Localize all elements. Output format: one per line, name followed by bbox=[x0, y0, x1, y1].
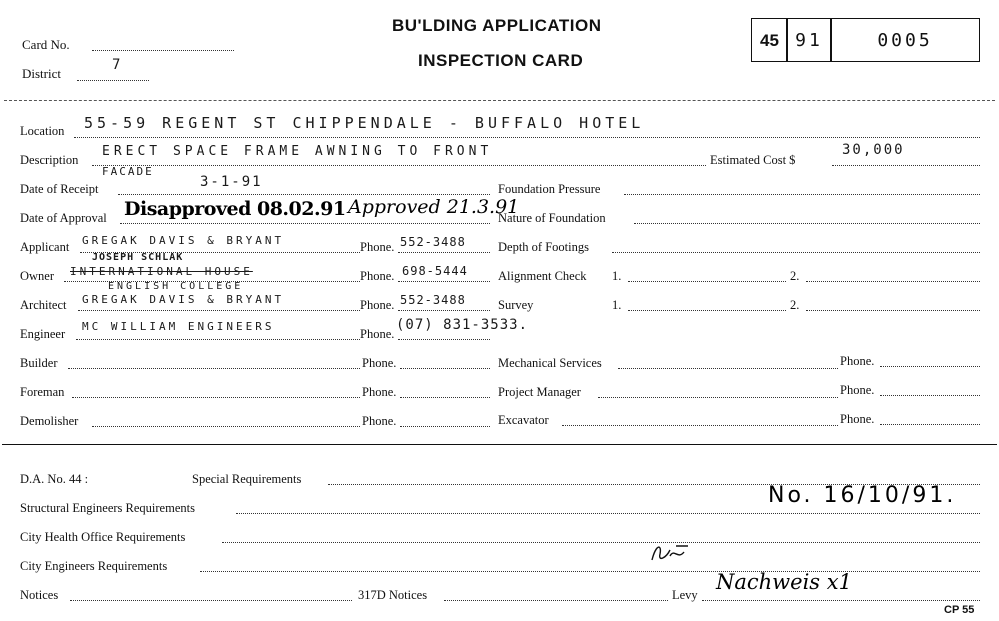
number-box-3: 0005 bbox=[830, 18, 980, 62]
section-divider bbox=[2, 444, 997, 445]
description-value: ERECT SPACE FRAME AWNING TO FRONT bbox=[102, 144, 493, 159]
notices-label: Notices bbox=[20, 588, 59, 602]
structural-engineers-label: Structural Engineers Requirements bbox=[20, 501, 195, 515]
description-label: Description bbox=[20, 153, 79, 167]
date-of-approval-label: Date of Approval bbox=[20, 211, 107, 225]
foreman-phone-label: Phone. bbox=[362, 385, 397, 399]
levy-label: Levy bbox=[672, 588, 698, 602]
nature-of-foundation-label: Nature of Foundation bbox=[498, 211, 606, 225]
builder-label: Builder bbox=[20, 356, 58, 370]
mechanical-services-line bbox=[618, 368, 838, 369]
owner-phone-line bbox=[398, 281, 490, 282]
number-box-2: 91 bbox=[786, 18, 832, 62]
special-requirements-label: Special Requirements bbox=[192, 472, 302, 486]
levy-value: Nachweis x1 bbox=[716, 570, 852, 594]
foundation-pressure-line bbox=[624, 194, 980, 195]
excavator-phone-line bbox=[880, 424, 980, 425]
survey-1-line bbox=[628, 310, 786, 311]
alignment-check-2-label: 2. bbox=[790, 269, 800, 283]
header-divider bbox=[4, 100, 995, 101]
demolisher-line bbox=[92, 426, 360, 427]
builder-phone-label: Phone. bbox=[362, 356, 397, 370]
location-label: Location bbox=[20, 124, 65, 138]
description-line bbox=[92, 165, 706, 166]
approval-approved-value: Approved 21.3.91 bbox=[348, 196, 520, 218]
owner-value-above: JOSEPH SCHLAK bbox=[92, 252, 184, 263]
district-label: District bbox=[22, 66, 61, 81]
notices-317d-line bbox=[444, 600, 668, 601]
district-value: 7 bbox=[112, 57, 123, 73]
foundation-pressure-label: Foundation Pressure bbox=[498, 182, 601, 196]
engineer-phone-label: Phone. bbox=[360, 327, 395, 341]
nature-of-foundation-line bbox=[634, 223, 980, 224]
applicant-phone-line bbox=[398, 252, 490, 253]
demolisher-phone-line bbox=[400, 426, 490, 427]
city-engineers-line bbox=[200, 571, 980, 572]
alignment-check-1-line bbox=[628, 281, 786, 282]
depth-of-footings-label: Depth of Footings bbox=[498, 240, 589, 254]
card-title-line2: INSPECTION CARD bbox=[418, 51, 584, 70]
estimated-cost-label: Estimated Cost $ bbox=[710, 153, 796, 167]
date-of-receipt-line bbox=[118, 194, 490, 195]
builder-phone-line bbox=[400, 368, 490, 369]
estimated-cost-line bbox=[832, 165, 980, 166]
engineer-label: Engineer bbox=[20, 327, 66, 341]
engineer-line bbox=[76, 339, 360, 340]
owner-label: Owner bbox=[20, 269, 55, 283]
applicant-phone-value: 552-3488 bbox=[400, 235, 466, 249]
card-no-label: Card No. bbox=[22, 37, 70, 52]
structural-note: No. 16/10/91. bbox=[768, 483, 957, 508]
location-value: 55-59 REGENT ST CHIPPENDALE - BUFFALO HOTEL bbox=[84, 114, 645, 132]
engineer-phone-line bbox=[398, 339, 490, 340]
form-code: CP 55 bbox=[944, 604, 975, 616]
initials-mark bbox=[648, 540, 692, 566]
alignment-check-2-line bbox=[806, 281, 980, 282]
owner-phone-value: 698-5444 bbox=[402, 264, 468, 278]
notices-317d-label: 317D Notices bbox=[358, 588, 428, 602]
builder-line bbox=[68, 368, 360, 369]
survey-2-label: 2. bbox=[790, 298, 800, 312]
card-no-line bbox=[92, 50, 234, 51]
mechanical-services-label: Mechanical Services bbox=[498, 356, 602, 370]
survey-2-line bbox=[806, 310, 980, 311]
date-of-receipt-label: Date of Receipt bbox=[20, 182, 99, 196]
excavator-label: Excavator bbox=[498, 413, 549, 427]
da-no-label: D.A. No. 44 : bbox=[20, 472, 89, 486]
demolisher-label: Demolisher bbox=[20, 414, 79, 428]
foreman-line bbox=[72, 397, 360, 398]
estimated-cost-value: 30,000 bbox=[842, 142, 905, 158]
notices-line bbox=[70, 600, 352, 601]
project-manager-line bbox=[598, 397, 838, 398]
depth-of-footings-line bbox=[612, 252, 980, 253]
foreman-phone-line bbox=[400, 397, 490, 398]
excavator-line bbox=[562, 425, 838, 426]
alignment-check-label: Alignment Check bbox=[498, 269, 587, 283]
number-box-1: 45 bbox=[751, 18, 788, 62]
date-of-receipt-value: 3-1-91 bbox=[200, 174, 263, 190]
city-health-line bbox=[222, 542, 980, 543]
description-value-2: FACADE bbox=[102, 165, 154, 178]
applicant-value: GREGAK DAVIS & BRYANT bbox=[82, 234, 285, 247]
mechanical-services-phone-line bbox=[880, 366, 980, 367]
architect-phone-label: Phone. bbox=[360, 298, 395, 312]
architect-phone-line bbox=[398, 310, 490, 311]
survey-1-label: 1. bbox=[612, 298, 622, 312]
architect-value: GREGAK DAVIS & BRYANT bbox=[82, 293, 285, 306]
owner-phone-label: Phone. bbox=[360, 269, 395, 283]
applicant-label: Applicant bbox=[20, 240, 70, 254]
card-title-line1: BU'LDING APPLICATION bbox=[392, 16, 602, 35]
district-line bbox=[77, 80, 149, 81]
date-of-approval-line bbox=[120, 223, 490, 224]
owner-value-struck: INTERNATIONAL HOUSE bbox=[70, 265, 253, 278]
location-line bbox=[74, 137, 980, 138]
mechanical-services-phone-label: Phone. bbox=[840, 354, 875, 368]
project-manager-phone-label: Phone. bbox=[840, 383, 875, 397]
city-health-label: City Health Office Requirements bbox=[20, 530, 186, 544]
alignment-check-1-label: 1. bbox=[612, 269, 622, 283]
architect-label: Architect bbox=[20, 298, 67, 312]
project-manager-phone-line bbox=[880, 395, 980, 396]
architect-phone-value: 552-3488 bbox=[400, 293, 466, 307]
engineer-value: MC WILLIAM ENGINEERS bbox=[82, 320, 275, 333]
engineer-phone-value: (07) 831-3533. bbox=[396, 317, 529, 333]
project-manager-label: Project Manager bbox=[498, 385, 581, 399]
applicant-phone-label: Phone. bbox=[360, 240, 395, 254]
city-engineers-label: City Engineers Requirements bbox=[20, 559, 168, 573]
approval-disapproved-value: Disapproved 08.02.91 bbox=[124, 198, 346, 220]
levy-line bbox=[702, 600, 980, 601]
foreman-label: Foreman bbox=[20, 385, 65, 399]
owner-value-below: ENGLISH COLLEGE bbox=[108, 281, 244, 292]
demolisher-phone-label: Phone. bbox=[362, 414, 397, 428]
structural-engineers-line bbox=[236, 513, 980, 514]
survey-label: Survey bbox=[498, 298, 534, 312]
architect-line bbox=[78, 310, 360, 311]
excavator-phone-label: Phone. bbox=[840, 412, 875, 426]
